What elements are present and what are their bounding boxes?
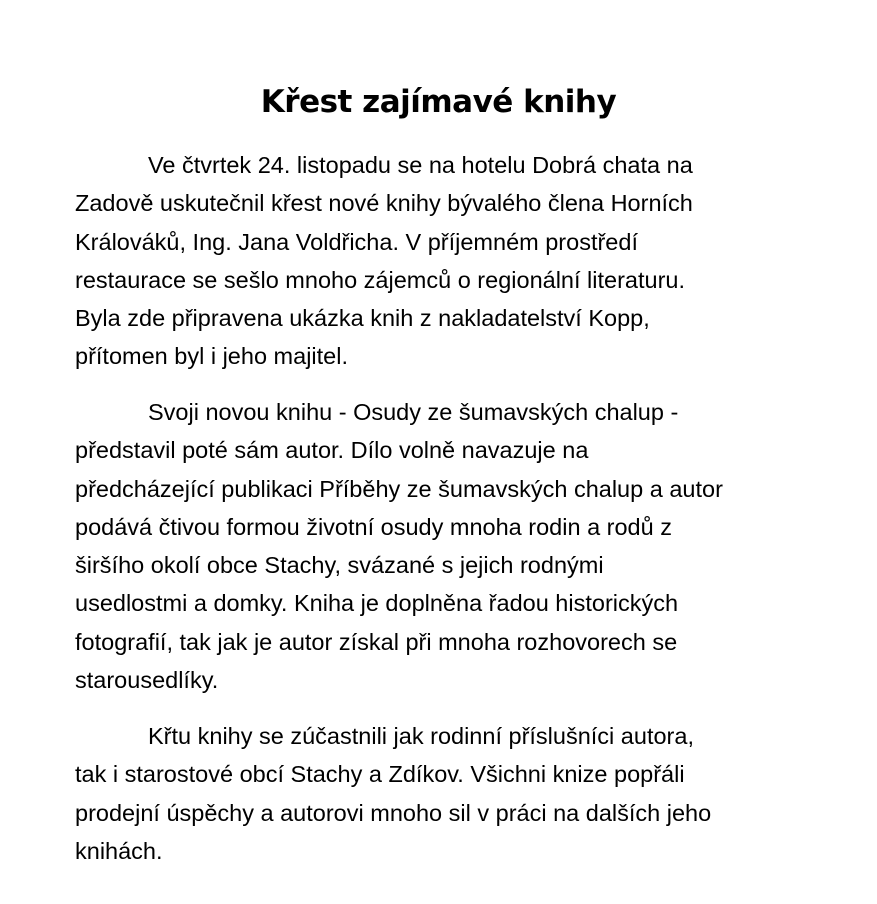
text-line: Svoji novou knihu - Osudy ze šumavských chalup - [148,399,679,425]
text-line: představil poté sám autor. Dílo volně navazuje na [75,437,589,464]
text-line: knihách. [75,837,163,864]
text-line: restaurace se sešlo mnoho zájemců o regionální literaturu. [75,266,686,293]
text-line: Králováků, Ing. Jana Voldřicha. V příjemném prostředí [75,228,638,255]
paragraph-1 [75,146,835,376]
text-line: podává čtivou formou životní osudy mnoha rodin a rodů z [75,513,672,540]
text-line: Byla zde připravena ukázka knih z nakladatelství Kopp, [75,305,650,332]
text-line: přítomen byl i jeho majitel. [75,343,348,370]
text-line: starousedlíky. [75,667,219,694]
document-title: Křest zajímavé knihy [260,84,617,120]
text-line: Zadově uskutečnil křest nové knihy bývalého člena Horních [75,190,693,217]
text-line: tak i starostové obcí Stachy a Zdíkov. Všichni knize popřáli [75,761,685,788]
paragraph-3 [75,717,835,870]
text-line: Křtu knihy se zúčastnili jak rodinní příslušníci autora, [148,723,694,749]
paragraph-2 [75,393,835,699]
text-line: fotografií, tak jak je autor získal při mnoha rozhovorech se [75,628,678,655]
text-line: usedlostmi a domky. Kniha je doplněna řadou historických [75,590,679,617]
text-line: Ve čtvrtek 24. listopadu se na hotelu Dobrá chata na [148,152,693,178]
text-line: širšího okolí obce Stachy, svázané s jejich rodnými [75,552,604,579]
text-line: předcházející publikaci Příběhy ze šumavských chalup a autor [75,475,723,502]
text-line: prodejní úspěchy a autorovi mnoho sil v práci na dalších jeho [75,799,712,826]
